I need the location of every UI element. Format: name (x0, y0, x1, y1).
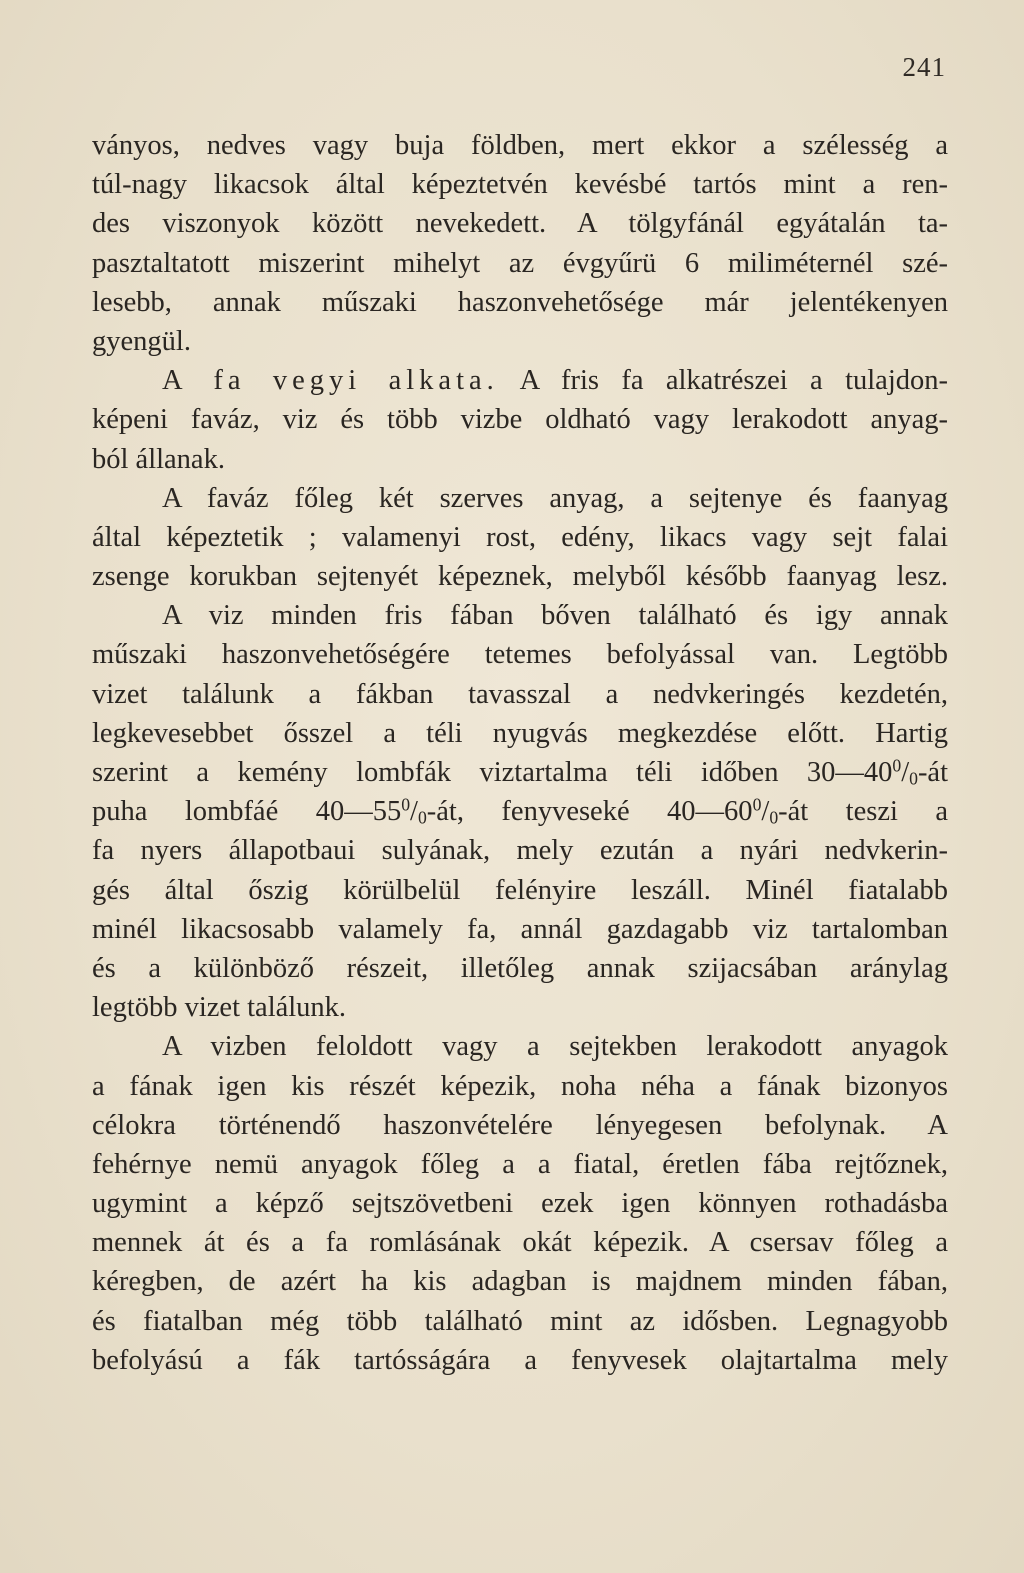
text-line: túl-nagy likacsok által képeztetvén kevésbé tartós mint a ren- (92, 169, 948, 201)
text-line: lesebb, annak műszaki haszonvehetősége már jelentékenyen (92, 286, 948, 318)
percent-sup: 0 (752, 794, 762, 815)
section-text: A fris fa alkatrészei a tulajdon- (519, 365, 948, 397)
text-line: műszaki haszonvehetőségére tetemes befolyással van. Legtöbb (92, 639, 948, 671)
text-line: gés által őszig körülbelül felényire leszáll. Minél fiatalabb (92, 874, 948, 906)
text-segment: -át teszi a (778, 796, 948, 828)
text-line: a fának igen kis részét képezik, noha néha a fának bizonyos (92, 1070, 948, 1102)
text-line: képeni faváz, viz és több vizbe oldható vagy lerakodott anyag- (92, 404, 948, 436)
page-number: 241 (902, 52, 946, 82)
percent-sup: 0 (401, 794, 411, 815)
text-segment: -át, fenyveseké 40—60 (426, 796, 753, 828)
text-line: és a különböző részeit, illetőleg annak szijacsában aránylag (92, 952, 948, 984)
text-line: fehérnye nemü anyagok főleg a a fiatal, éretlen fába rejtőznek, (92, 1148, 948, 1180)
text-line: mennek át és a fa romlásának okát képezik. A csersav főleg a (92, 1227, 948, 1259)
paragraph-start: A faváz főleg két szerves anyag, a sejtenye és faanyag (162, 482, 948, 514)
text-line: ványos, nedves vagy buja földben, mert ekkor a szélesség a (92, 130, 948, 161)
text-line: legtöbb vizet találunk. (92, 992, 347, 1024)
text-line: gyengül. (92, 325, 191, 357)
text-line: fa nyers állapotbaui sulyának, mely ezután a nyári nedvkerin- (92, 835, 948, 867)
text-line-percent: szerint a kemény lombfák viztartalma téli időben $30—40^0/_0-át$ (92, 755, 948, 789)
text-line: des viszonyok között nevekedett. A tölgyfánál egyátalán ta- (92, 208, 948, 240)
text-line: vizet találunk a fákban tavasszal a nedvkeringés kezdetén, (92, 678, 948, 710)
text-line: ból állanak. (92, 443, 225, 475)
percent-sub: 0 (417, 807, 427, 828)
body-text (92, 126, 948, 1380)
text-line: célokra történendő haszonvételére lényegesen befolynak. A (92, 1109, 948, 1141)
percent-sub: 0 (769, 807, 779, 828)
text-line-percent: puha lombfáé $40—55^0/_0-át$, fenyveseké $40—60^0/_0-át$ teszi a (92, 794, 948, 828)
percent-sup: 0 (892, 755, 902, 776)
text-line: befolyású a fák tartósságára a fenyvesek olajtartalma mely (92, 1344, 948, 1376)
text-segment: puha lombfáé 40—55 (92, 796, 402, 828)
percent-sub: 0 (909, 768, 918, 789)
section-heading: A fa vegyi alkata. (162, 365, 499, 397)
paragraph-start: A viz minden fris fában bőven található és igy annak (162, 600, 948, 632)
section-line (92, 361, 948, 400)
text-line: és fiatalban még több található mint az idősben. Legnagyobb (92, 1305, 948, 1337)
text-line: ugymint a képző sejtszövetbeni ezek igen könnyen rothadásba (92, 1188, 948, 1220)
text-line: minél likacsosabb valamely fa, annál gazdagabb viz tartalomban (92, 913, 948, 945)
text-line: zsenge korukban sejtenyét képeznek, melyből később faanyag lesz. (92, 561, 948, 593)
paragraph-start: A vizben feloldott vagy a sejtekben lerakodott anyagok (162, 1031, 948, 1063)
text-segment: szerint a kemény lombfák viztartalma téli időben 30—40 (92, 757, 893, 788)
text-line: legkevesebbet ősszel a téli nyugvás megkezdése előtt. Hartig (92, 717, 948, 749)
text-line: kéregben, de azért ha kis adagban is majdnem minden fában, (92, 1266, 948, 1298)
text-line: pasztaltatott miszerint mihelyt az évgyűrü 6 miliméternél szé- (92, 247, 948, 279)
text-line: által képeztetik ; valamenyi rost, edény, likacs vagy sejt falai (92, 521, 948, 553)
text-segment: -át (917, 757, 948, 788)
